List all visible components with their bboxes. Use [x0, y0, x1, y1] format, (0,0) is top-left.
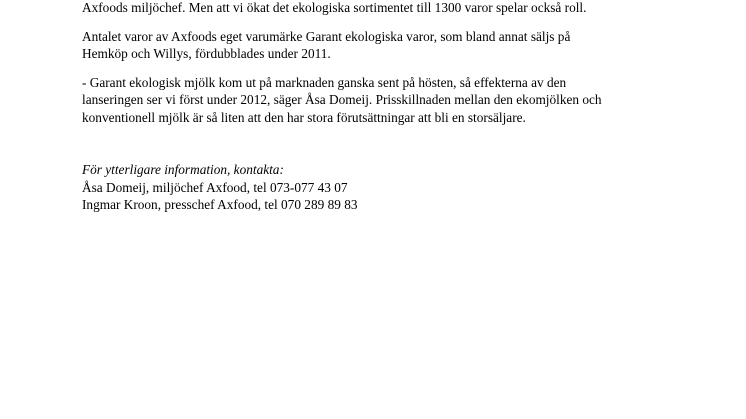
paragraph-2-line-2: Hemköp och Willys, fördubblades under 2011.	[82, 46, 331, 61]
paragraph-3	[82, 74, 722, 127]
contact-block	[82, 161, 722, 214]
paragraph-3-line-1: - Garant ekologisk mjölk kom ut på marknaden ganska sent på hösten, så effekterna av den	[82, 74, 567, 90]
paragraph-2-line-1: Antalet varor av Axfoods eget varumärke Garant ekologiska varor, som bland annat säljs på	[82, 28, 571, 44]
paragraph-1	[82, 0, 722, 17]
contact-person-1: Åsa Domeij, miljöchef Axfood, tel 073-077 43 07	[82, 179, 348, 195]
contact-heading: För ytterligare information, kontakta:	[82, 162, 284, 177]
paragraph-2	[82, 28, 722, 63]
paragraph-3-line-3: konventionell mjölk är så liten att den har stora förutsättningar att bli en storsäljare.	[82, 109, 526, 125]
paragraph-3-line-2: lanseringen ser vi först under 2012, säger Åsa Domeij. Prisskillnaden mellan den ekomjölken och	[82, 92, 602, 107]
paragraph-1-line-1: Axfoods miljöchef. Men att vi ökat det ekologiska sortimentet till 1300 varor spelar också roll.	[82, 0, 587, 15]
document-body	[82, 0, 722, 214]
contact-person-2: Ingmar Kroon, presschef Axfood, tel 070 289 89 83	[82, 197, 358, 212]
